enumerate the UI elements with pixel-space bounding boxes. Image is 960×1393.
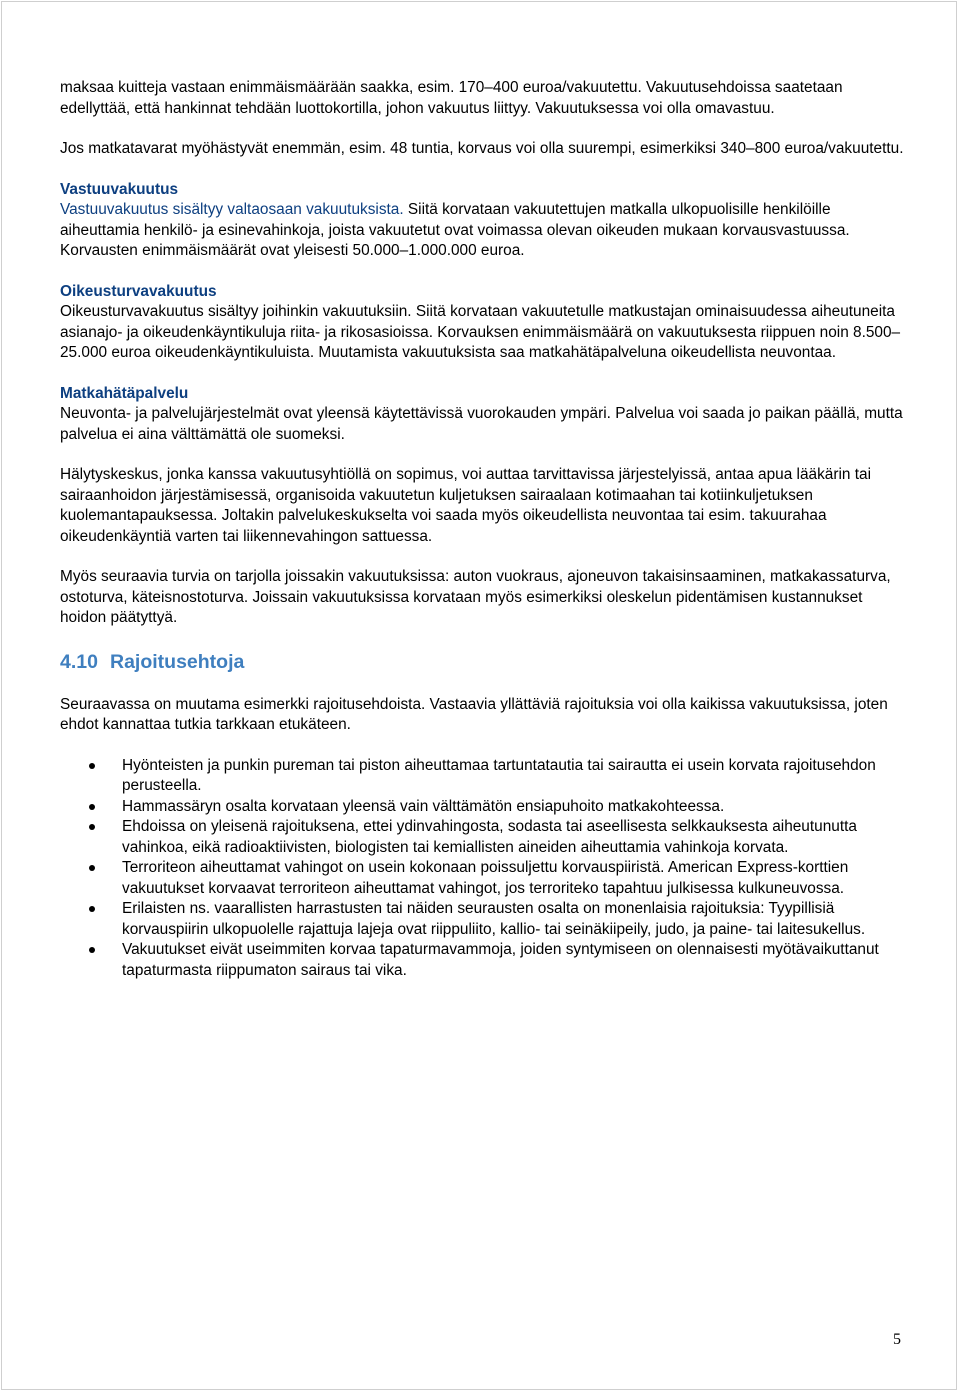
chapter-heading (60, 649, 905, 675)
list-item (60, 817, 905, 858)
paragraph: maksaa kuitteja vastaan enimmäismäärään saakka, esim. 170–400 euroa/vakuutettu. Vakuutusehdoissa saatetaan edellyttää, että hankinnat tehdään luottokortilla, johon vakuutus liittyy. Vakuutuksessa voi olla omavastuu. (60, 79, 843, 117)
page-number: 5 (893, 1331, 901, 1348)
section-heading-oikeusturvavakuutus: Oikeusturvavakuutus (60, 282, 217, 300)
list-item (60, 940, 905, 981)
chapter-title: Rajoitusehtoja (110, 650, 245, 673)
paragraph: Oikeusturvavakuutus sisältyy joihinkin vakuutuksiin. Siitä korvataan vakuutetulle matkustajan ominaisuudessa aiheutuneita asianajo- ja oikeudenkäyntikuluja riita- ja rikosasioissa. Korvauksen enimmäismäärä on vakuutuksesta riippuen noin 8.500–25.000 euroa oikeudenkäyntikuluista. Muutamista vakuutuksista saa matkahätäpalveluna oikeudellista neuvontaa. (60, 303, 901, 361)
bullet-icon (89, 824, 95, 830)
bullet-list (60, 756, 905, 982)
list-item-text: Erilaisten ns. vaarallisten harrastusten tai näiden seurausten osalta on monenlaisia rajoituksia: Tyypillisiä korvauspiirin ulkopuolelle rajattuja lajeja ovat riippuliito, kallio- tai seinäkiipeily, judo, ja paine- tai laitesukellus. (122, 900, 866, 938)
list-item (60, 797, 905, 818)
paragraph-text: Siitä korvataan vakuutettujen matkalla ulkopuolisille henkilöille aiheuttamia henkilö- ja esinevahinkoja, joista vakuutetut ovat voimassa olevan oikeuden mukaan korvausvastuussa. Korvausten enimmäismäärät ovat yleisesti 50.000–1.000.000 euroa. (60, 201, 850, 259)
paragraph: Neuvonta- ja palvelujärjestelmät ovat yleensä käytettävissä vuorokauden ympäri. Palvelua voi saada jo paikan päällä, mutta palvelua ei aina välttämättä ole suomeksi. (60, 405, 903, 443)
list-item-text: Vakuutukset eivät useimmiten korvaa tapaturmavammoja, joiden syntymiseen on olennaisesti myötävaikuttanut tapaturmasta riippumaton sairaus tai vika. (122, 941, 879, 979)
paragraph: Jos matkatavarat myöhästyvät enemmän, esim. 48 tuntia, korvaus voi olla suurempi, esimerkiksi 340–800 euroa/vakuutettu. (60, 140, 904, 157)
section-heading-vastuuvakuutus: Vastuuvakuutus (60, 180, 179, 198)
paragraph: Myös seuraavia turvia on tarjolla joissakin vakuutuksissa: auton vuokraus, ajoneuvon takaisinsaaminen, matkakassaturva, ostoturva, käteisnostoturva. Joissain vakuutuksissa korvataan myös esimerkiksi oleskelun pidentämisen kustannukset hoidon päätyttyä. (60, 568, 891, 626)
paragraph: Hälytyskeskus, jonka kanssa vakuutusyhtiöllä on sopimus, voi auttaa tarvittavissa järjestelyissä, antaa apua lääkärin tai sairaanhoidon järjestämisessä, organisoida vakuutetun kuljetuksen sairaalaan kotimaahan tai kotiinkuljetuksen kuolemantapauksessa. Joltakin palvelukeskukselta voi saada myös oikeudellista neuvontaa tai esim. takuurahaa oikeudenkäyntiä varten tai liikennevahingon sattuessa. (60, 466, 871, 545)
bullet-icon (89, 804, 95, 810)
list-item-text: Hyönteisten ja punkin pureman tai piston aiheuttamaa tartuntatautia tai sairautta ei usein korvata rajoitusehdon perusteella. (122, 756, 876, 794)
list-item-text: Terroriteon aiheuttamat vahingot on usein kokonaan poissuljettu korvauspiiristä. American Express-korttien vakuutukset korvaavat terroriteon aiheuttamat vahingot, jos terroriteko tapahtuu julkisessa kulkuneuvossa. (122, 859, 849, 897)
bullet-icon (89, 865, 95, 871)
document-body (60, 78, 905, 981)
lead-sentence: Vastuuvakuutus sisältyy valtaosaan vakuutuksista. (60, 201, 404, 218)
list-item-text: Hammassäryn osalta korvataan yleensä vain välttämätön ensiapuhoito matkakohteessa. (122, 797, 725, 815)
chapter-number: 4.10 (60, 650, 98, 673)
bullet-icon (89, 906, 95, 912)
list-item (60, 756, 905, 797)
bullet-icon (89, 947, 95, 953)
list-item (60, 899, 905, 940)
section-heading-matkahatapalvelu: Matkahätäpalvelu (60, 384, 189, 402)
bullet-icon (89, 763, 95, 769)
list-item (60, 858, 905, 899)
paragraph (60, 200, 905, 262)
list-item-text: Ehdoissa on yleisenä rajoituksena, ettei ydinvahingosta, sodasta tai aseellisesta selkkauksesta aiheutunutta vahinkoa, eikä radioaktiivisten, biologisten tai kemiallisten aineiden aiheuttamia vahinkoja korvata. (122, 818, 857, 856)
paragraph: Seuraavassa on muutama esimerkki rajoitusehdoista. Vastaavia yllättäviä rajoituksia voi olla kaikissa vakuutuksissa, joten ehdot kannattaa tutkia tarkkaan etukäteen. (60, 695, 888, 733)
